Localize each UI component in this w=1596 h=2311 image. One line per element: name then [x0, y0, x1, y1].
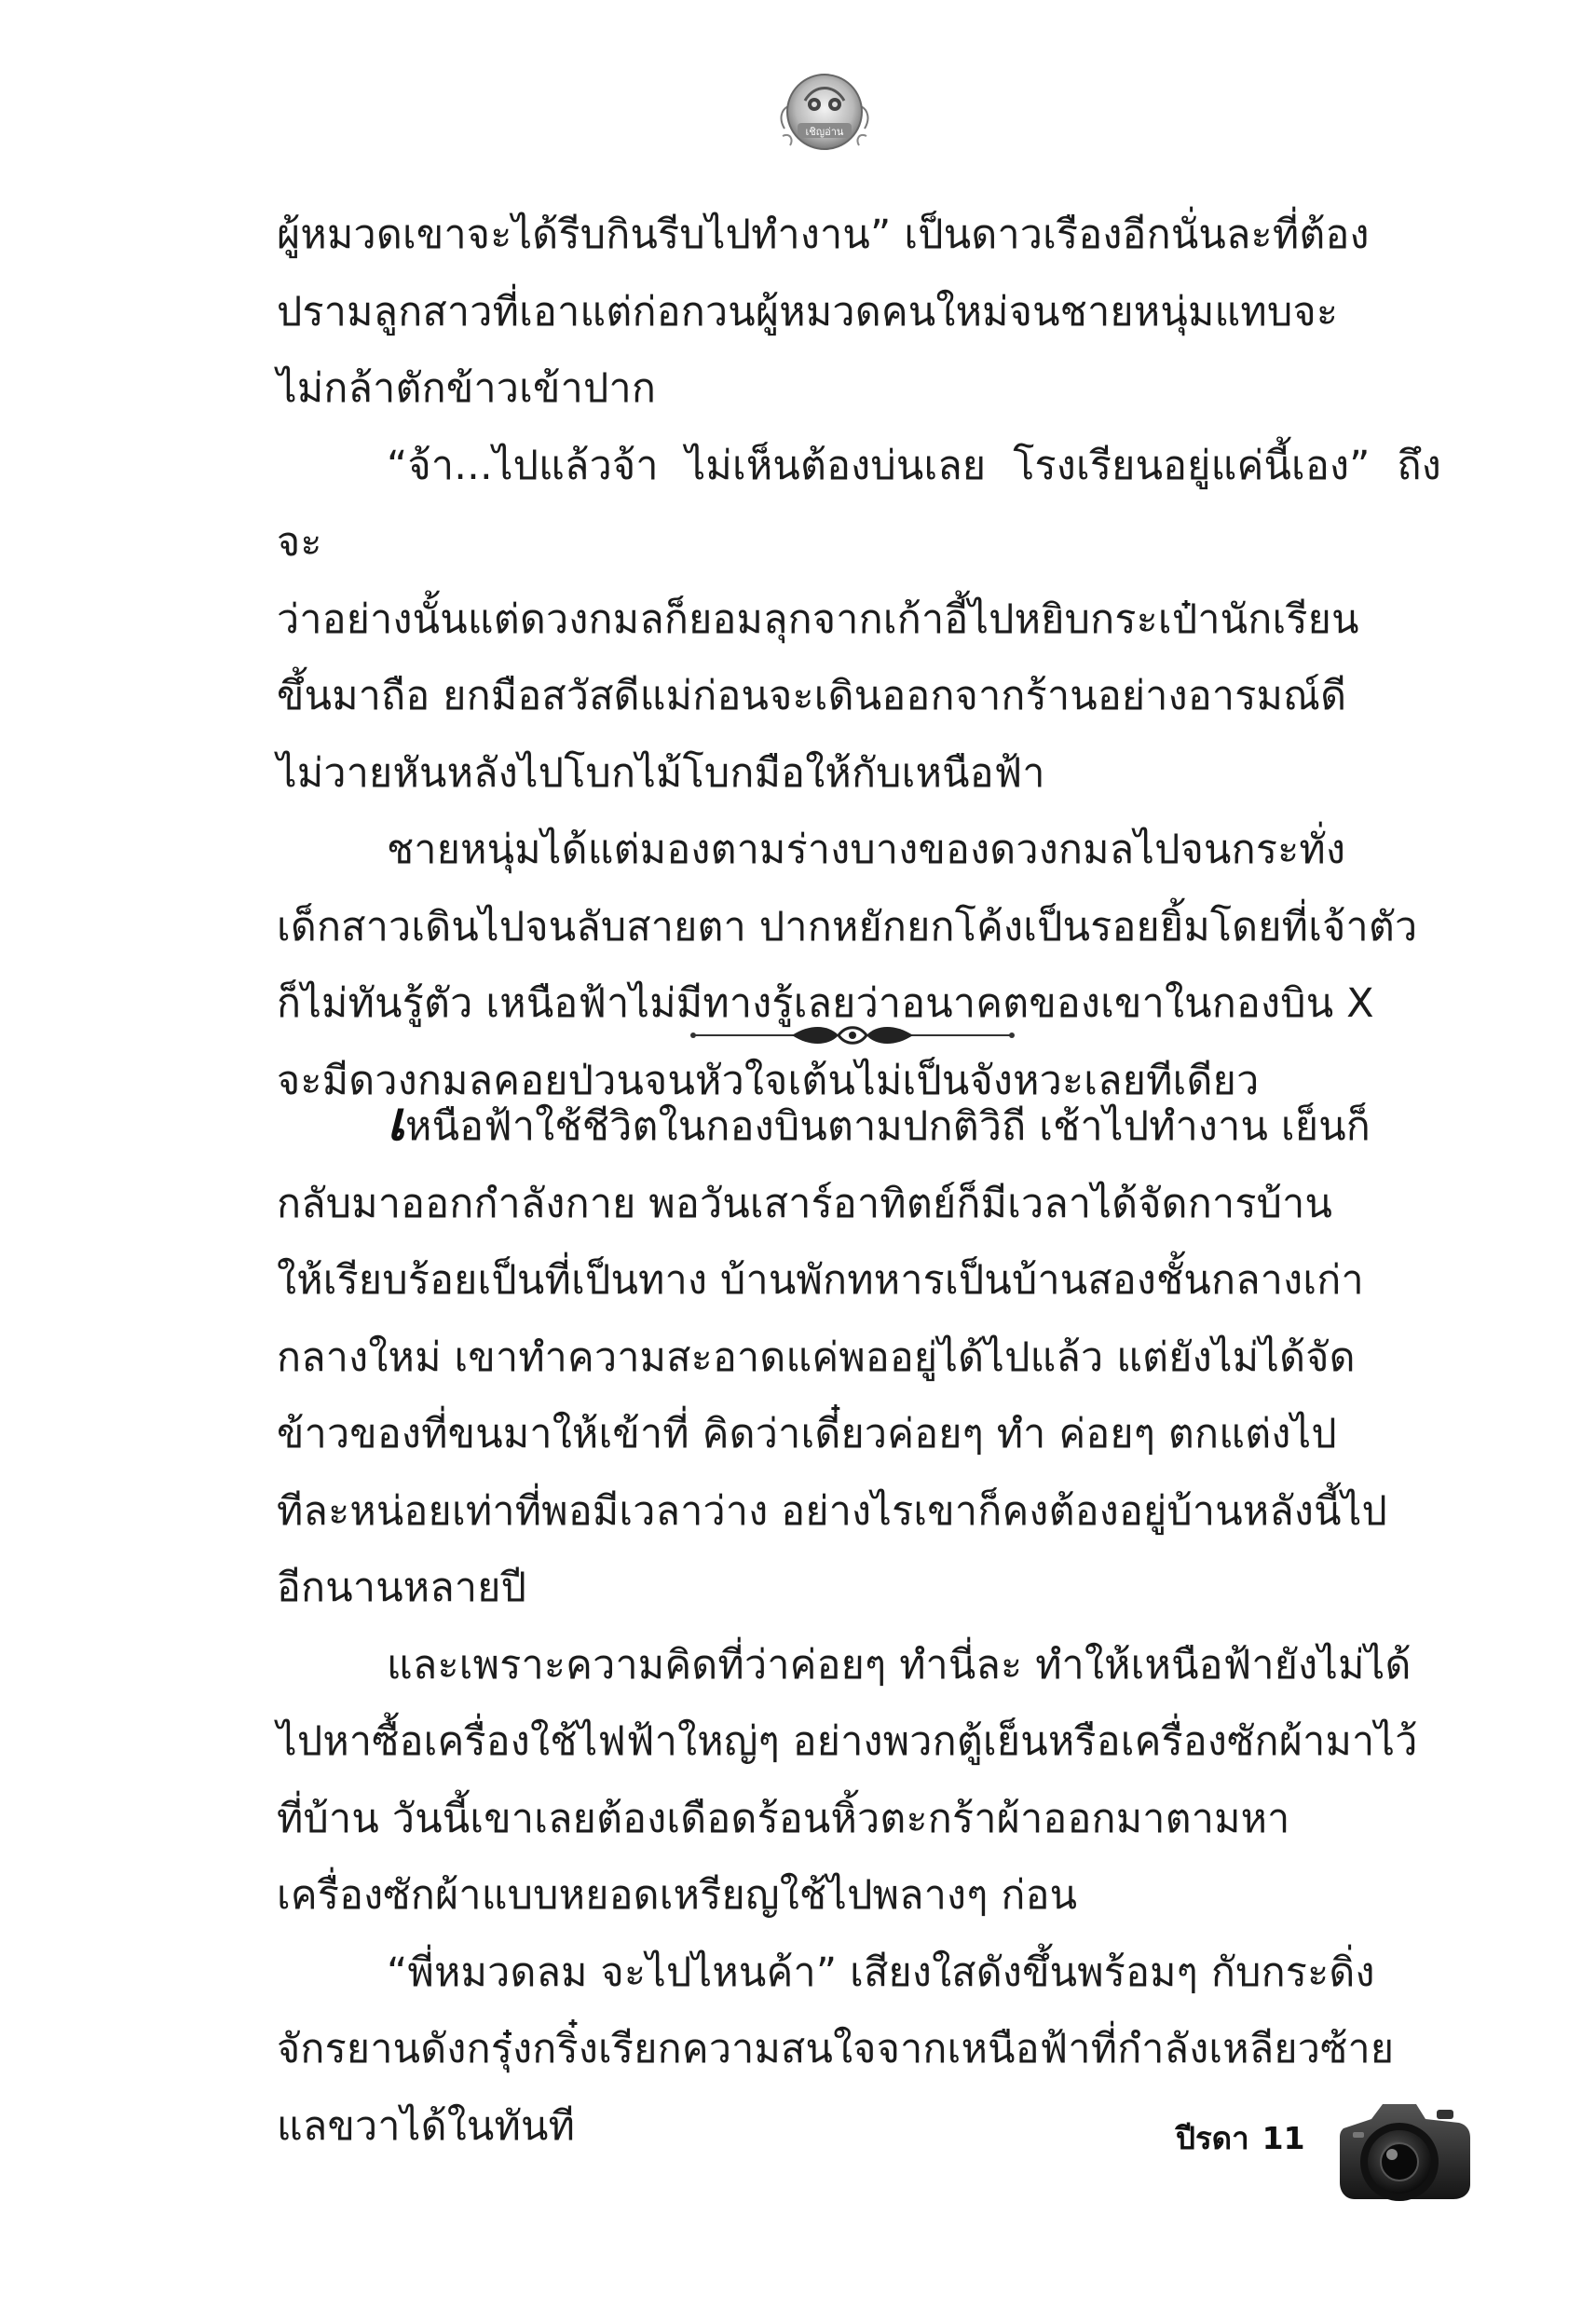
ornamental-divider-icon: [689, 1016, 1016, 1055]
paragraph: และเพราะความคิดที่ว่าค่อยๆ ทำนี่ละ ทำให้เหนือฟ้ายังไม่ได้ ไปหาซื้อเครื่องใช้ไฟฟ้าใหญ่ๆ อย่างพวกตู้เย็นหรือเครื่องซักผ้ามาไว้ ที่บ้าน วันนี้เขาเลยต้องเดือดร้อนหิ้วตะกร้าผ้าออกมาตามหา เครื่องซักผ้าแบบหยอดเหรียญใช้ไปพลางๆ ก่อน: [277, 1641, 1418, 1919]
drop-cap: เ: [387, 1089, 406, 1153]
emblem-text: เชิญอ่าน: [805, 126, 844, 138]
paragraph: ผู้หมวดเขาจะได้รีบกินรีบไปทำงาน” เป็นดาวเรืองอีกนั่นละที่ต้อง ปรามลูกสาวที่เอาแต่ก่อกวนผู้หมวดคนใหม่จนชายหนุ่มแทบจะ ไม่กล้าตักข้าวเข้าปาก: [277, 212, 1370, 412]
camera-icon: [1334, 2091, 1474, 2208]
page-footer: [1176, 2111, 1318, 2167]
paragraph: “พี่หมวดลม จะไปไหนค้า” เสียงใสดังขึ้นพร้อมๆ กับกระดิ่ง จักรยานดังกรุ๋งกริ๋งเรียกความสนใจจากเหนือฟ้าที่กำลังเหลียวซ้าย แลขวาได้ในทันที: [277, 1949, 1395, 2150]
page-number: 11: [1262, 2120, 1305, 2156]
author-name: ปีรดา: [1176, 2120, 1249, 2156]
ornamental-logo-icon: [777, 63, 872, 164]
paragraph: ชายหนุ่มได้แต่มองตามร่างบางของดวงกมลไปจนกระทั่ง เด็กสาวเดินไปจนลับสายตา ปากหยักยกโค้งเป็นรอยยิ้มโดยที่เจ้าตัว ก็ไม่ทันรู้ตัว เหนือฟ้าไม่มีทางรู้เลยว่าอนาคตของเขาในกองบิน X จะมีดวงกมลคอยป่วนจนหัวใจเต้นไม่เป็นจังหวะเลยทีเดียว: [277, 827, 1418, 1104]
paragraph: [277, 1083, 1441, 1627]
paragraph-text: หนือฟ้าใช้ชีวิตในกองบินตามปกติวิถี เช้าไปทำงาน เย็นก็ กลับมาออกกำลังกาย พอวันเสาร์อาทิตย์ก็มีเวลาได้จัดการบ้าน ให้เรียบร้อยเป็นที่เป็นทาง บ้านพักทหารเป็นบ้านสองชั้นกลางเก่า กลางใหม่ เขาทำความสะอาดแค่พออยู่ได้ไปแล้ว แต่ยังไม่ได้จัด ข้าวของที่ขนมาให้เข้าที่ คิดว่าเดี๋ยวค่อยๆ ทำ ค่อยๆ ตกแต่งไป ทีละหน่อยเท่าที่พอมีเวลาว่าง อย่างไรเขาก็คงต้องอยู่บ้านหลังนี้ไป อีกนานหลายปี: [277, 1103, 1388, 1611]
paragraph: “จ้า...ไปแล้วจ้า ไม่เห็นต้องบ่นเลย โรงเรียนอยู่แค่นี้เอง” ถึงจะ ว่าอย่างนั้นแต่ดวงกมลก็ยอมลุกจากเก้าอี้ไปหยิบกระเป๋านักเรียน ขึ้นมาถือ ยกมือสวัสดีแม่ก่อนจะเดินออกจากร้านอย่างอารมณ์ดี ไม่วายหันหลังไปโบกไม้โบกมือให้กับเหนือฟ้า: [277, 442, 1441, 797]
body-text-section-2: [277, 1083, 1441, 2165]
body-text-section-1: [277, 197, 1441, 1119]
